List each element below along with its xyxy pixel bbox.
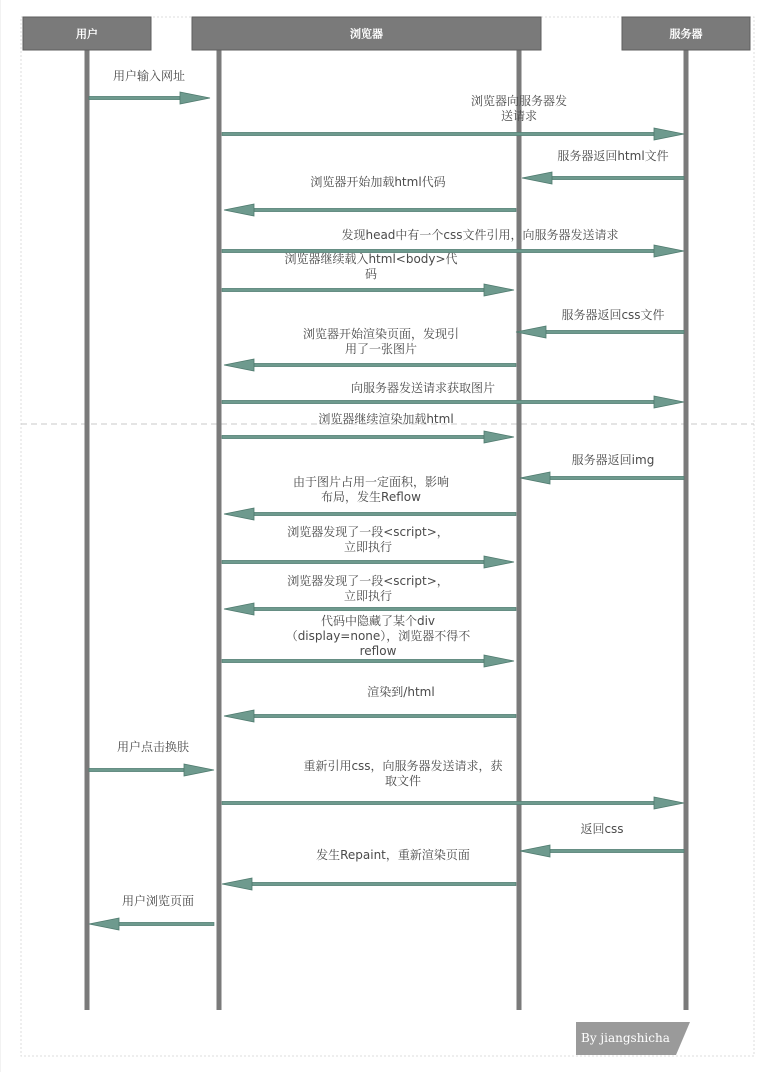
message-8 — [224, 326, 516, 371]
arrow-head — [484, 431, 514, 443]
arrow-head — [224, 710, 254, 722]
message-9 — [222, 380, 684, 408]
arrow-shaft — [552, 176, 684, 179]
message-19 — [520, 822, 684, 857]
arrow-head — [654, 797, 684, 809]
message-7 — [516, 307, 684, 338]
arrow-shaft — [254, 607, 516, 610]
signature-tag — [576, 1022, 690, 1055]
arrow-head — [520, 472, 550, 484]
arrow-head — [224, 508, 254, 520]
arrow-shaft — [119, 922, 214, 925]
arrow-shaft — [222, 659, 484, 662]
arrow-head — [224, 359, 254, 371]
arrow-head — [484, 655, 514, 667]
message-label: 代码中隐藏了某个div — [320, 614, 436, 628]
message-21 — [89, 893, 214, 930]
arrow-head — [224, 204, 254, 216]
message-label: reflow — [359, 644, 397, 658]
arrow-shaft — [254, 512, 516, 515]
arrow-head — [484, 284, 514, 296]
message-label: 浏览器发现了一段<script>， — [287, 525, 449, 539]
message-2 — [222, 93, 684, 140]
message-label: 由于图片占用一定面积，影响 — [292, 475, 450, 489]
message-label: 发生Repaint，重新渲染页面 — [316, 848, 470, 862]
arrow-head — [89, 918, 119, 930]
message-label: 取文件 — [384, 774, 422, 788]
message-label: 发现head中有一个css文件引用，向服务器发送请求 — [341, 228, 619, 242]
message-label: （display=none），浏览器不得不 — [285, 629, 471, 643]
message-13 — [222, 524, 514, 568]
message-label: 返回css — [580, 822, 624, 836]
arrow-head — [520, 845, 550, 857]
arrow-shaft — [546, 330, 684, 333]
arrow-shaft — [89, 768, 184, 771]
message-label: 重新引用css，向服务器发送请求，获 — [303, 759, 503, 773]
arrow-head — [180, 92, 210, 104]
message-16 — [224, 684, 516, 722]
arrow-shaft — [222, 132, 654, 135]
header-label-user: 用户 — [76, 27, 98, 41]
arrow-shaft — [222, 400, 654, 403]
arrow-shaft — [254, 363, 516, 366]
participant-headers — [23, 17, 750, 50]
arrow-shaft — [254, 208, 516, 211]
lifeline-user — [85, 50, 90, 1010]
arrow-shaft — [222, 435, 484, 438]
message-20 — [222, 847, 516, 890]
arrow-shaft — [89, 96, 180, 99]
message-17 — [89, 739, 214, 776]
arrow-head — [522, 172, 552, 184]
message-11 — [520, 453, 684, 484]
message-label: 浏览器继续渲染加载html — [318, 412, 454, 426]
lifeline-browser — [217, 50, 222, 1010]
message-label: 用户浏览页面 — [121, 894, 195, 908]
arrow-head — [654, 128, 684, 140]
arrow-head — [222, 878, 252, 890]
message-10 — [222, 411, 514, 443]
message-1 — [89, 68, 210, 104]
message-4 — [224, 174, 516, 216]
arrow-shaft — [254, 714, 516, 717]
arrow-shaft — [222, 560, 484, 563]
message-label: 渲染到/html — [367, 685, 435, 699]
message-label: 浏览器发现了一段<script>， — [287, 574, 449, 588]
message-label: 浏览器向服务器发 — [470, 94, 568, 108]
message-6 — [222, 251, 514, 296]
arrow-head — [654, 396, 684, 408]
arrow-shaft — [550, 476, 684, 479]
message-18 — [222, 758, 684, 809]
arrow-shaft — [550, 849, 684, 852]
arrow-shaft — [222, 801, 654, 804]
message-label: 向服务器发送请求获取图片 — [350, 381, 496, 395]
lifeline-server — [684, 50, 689, 1010]
header-label-browser: 浏览器 — [350, 27, 383, 41]
arrow-head — [224, 603, 254, 615]
arrow-head — [484, 556, 514, 568]
message-label: 送请求 — [500, 109, 538, 123]
arrow-shaft — [222, 288, 484, 291]
message-12 — [224, 474, 516, 520]
message-label: 用了一张图片 — [344, 342, 418, 356]
message-15 — [222, 613, 514, 667]
message-label: 浏览器开始加载html代码 — [310, 175, 446, 189]
message-label: 立即执行 — [343, 540, 393, 554]
messages — [89, 68, 684, 930]
message-label: 服务器返回html文件 — [557, 149, 669, 163]
message-3 — [522, 148, 684, 184]
message-label: 布局，发生Reflow — [321, 490, 421, 504]
message-label: 服务器返回img — [571, 453, 655, 467]
header-label-server: 服务器 — [669, 27, 703, 41]
lifeline-browser-activation — [517, 50, 522, 1010]
arrow-shaft — [252, 882, 516, 885]
message-label: 服务器返回css文件 — [561, 308, 665, 322]
message-label: 用户输入网址 — [112, 69, 186, 83]
message-14 — [224, 573, 516, 615]
message-label: 浏览器继续载入html<body>代 — [284, 252, 458, 266]
message-label: 用户点击换肤 — [116, 740, 190, 754]
arrow-head — [654, 245, 684, 257]
message-label: 浏览器开始渲染页面，发现引 — [302, 327, 460, 341]
arrow-head — [184, 764, 214, 776]
signature-text: By jiangshicha — [581, 1031, 670, 1045]
message-label: 立即执行 — [343, 589, 393, 603]
message-label: 码 — [364, 267, 378, 281]
